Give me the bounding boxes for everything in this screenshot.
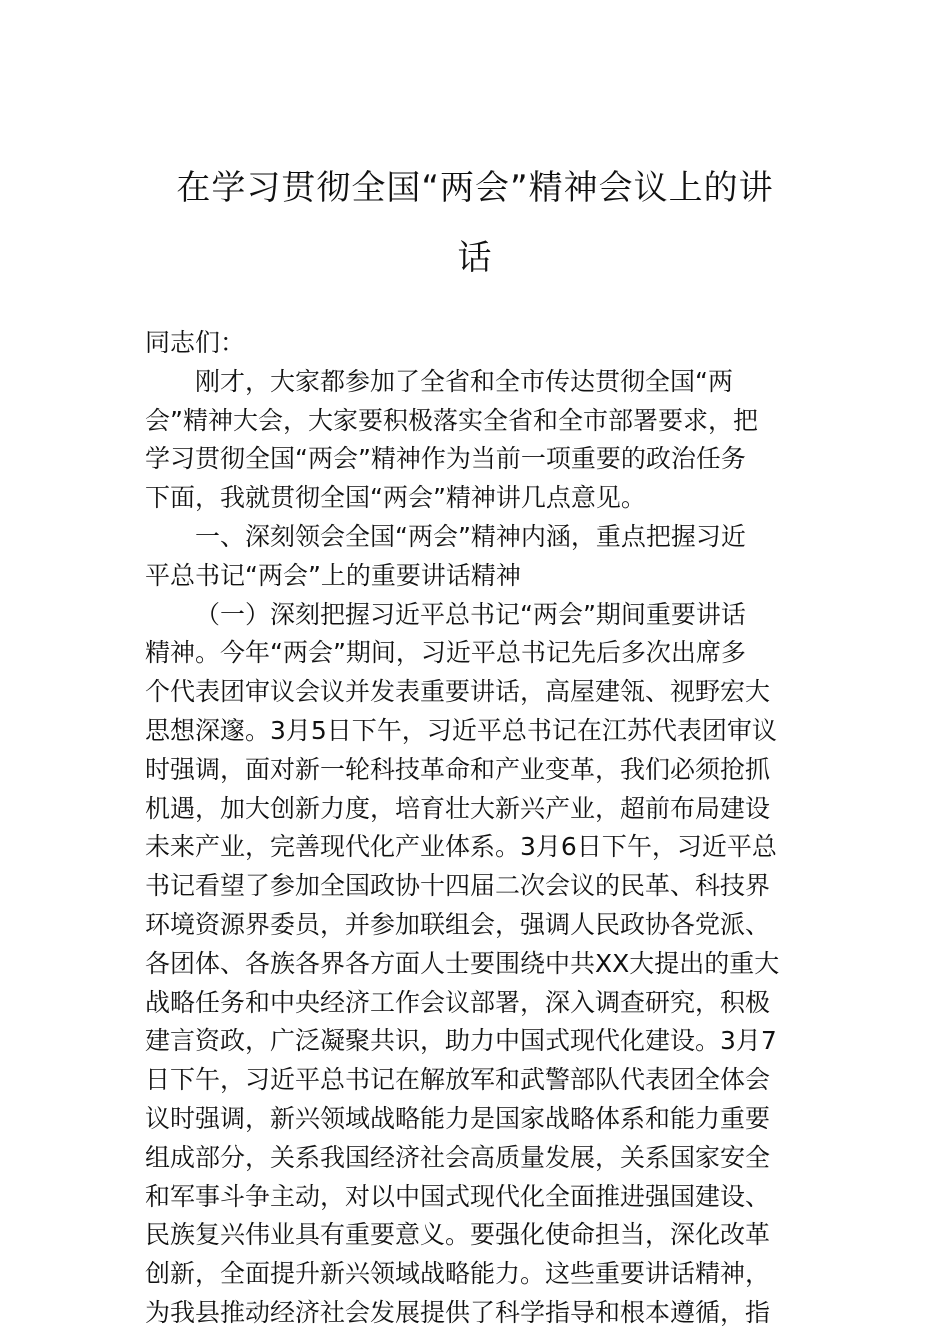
paragraph-line: （一）深刻把握习近平总书记“两会”期间重要讲话	[195, 599, 746, 629]
paragraph-line: 议时强调，新兴领域战略能力是国家战略体系和能力重要	[145, 1103, 771, 1133]
paragraph-line: 精神。今年“两会”期间，习近平总书记先后多次出席多	[145, 638, 746, 668]
paragraph-line: 时强调，面对新一轮科技革命和产业变革，我们必须抢抓	[145, 754, 771, 784]
paragraph-line: 未来产业，完善现代化产业体系。3月6日下午，习近平总	[145, 832, 777, 862]
paragraph-line: 刚才，大家都参加了全省和全市传达贯彻全国“两	[195, 366, 733, 396]
paragraph-line: 组成部分，关系我国经济社会高质量发展，关系国家安全	[145, 1142, 771, 1172]
paragraph-line: 日下午，习近平总书记在解放军和武警部队代表团全体会	[145, 1065, 771, 1095]
document-title-line-2: 话	[457, 238, 493, 278]
paragraph-line: 为我县推动经济社会发展提供了科学指导和根本遵循，指	[145, 1297, 771, 1327]
paragraph-line: 环境资源界委员，并参加联组会，强调人民政协各党派、	[145, 909, 771, 939]
section-heading-line: 平总书记“两会”上的重要讲话精神	[145, 560, 521, 590]
paragraph-line: 会”精神大会，大家要积极落实全省和全市部署要求，把	[145, 405, 758, 435]
section-heading-line: 一、深刻领会全国“两会”精神内涵，重点把握习近	[195, 521, 746, 551]
paragraph-line: 学习贯彻全国“两会”精神作为当前一项重要的政治任务	[145, 444, 746, 474]
paragraph-line: 思想深邃。3月5日下午，习近平总书记在江苏代表团审议	[145, 715, 777, 745]
paragraph-line: 书记看望了参加全国政协十四届二次会议的民革、科技界	[145, 871, 771, 901]
paragraph-line: 战略任务和中央经济工作会议部署，深入调查研究，积极	[145, 987, 771, 1017]
paragraph-line: 各团体、各族各界各方面人士要围绕中共XX大提出的重大	[145, 948, 780, 978]
paragraph-line: 建言资政，广泛凝聚共识，助力中国式现代化建设。3月7	[145, 1026, 777, 1056]
document-body	[145, 324, 815, 1333]
salutation: 同志们：	[145, 328, 246, 357]
paragraph-line: 机遇，加大创新力度，培育壮大新兴产业，超前布局建设	[145, 793, 771, 823]
paragraph-line: 创新，全面提升新兴领域战略能力。这些重要讲话精神，	[145, 1259, 771, 1289]
paragraph-line: 个代表团审议会议并发表重要讲话，高屋建瓴、视野宏大	[145, 677, 771, 707]
document-title-line-1: 在学习贯彻全国“两会”精神会议上的讲	[176, 168, 774, 208]
paragraph-line: 下面，我就贯彻全国“两会”精神讲几点意见。	[145, 483, 646, 513]
paragraph-line: 民族复兴伟业具有重要意义。要强化使命担当，深化改革	[145, 1220, 771, 1250]
paragraph-line: 和军事斗争主动，对以中国式现代化全面推进强国建设、	[145, 1181, 771, 1211]
